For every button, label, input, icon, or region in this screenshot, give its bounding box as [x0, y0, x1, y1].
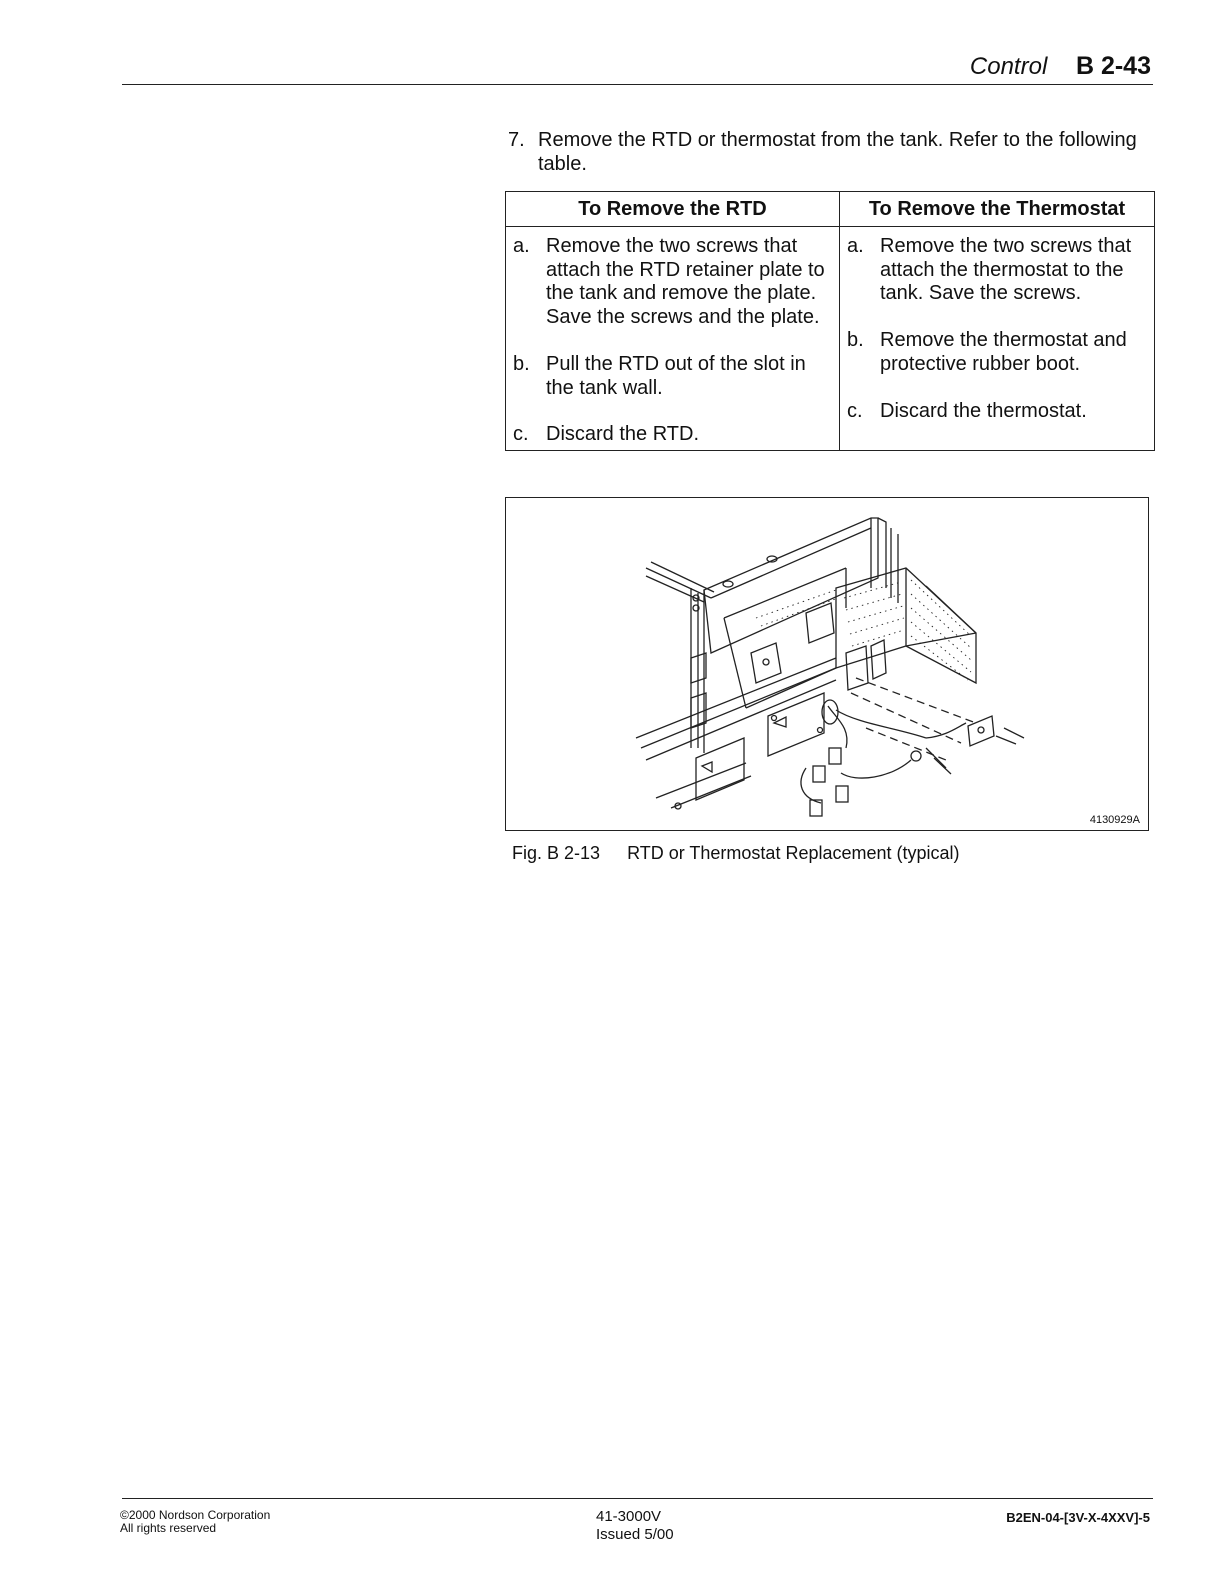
page-number: B 2-43: [1075, 52, 1151, 80]
step-letter: a.: [847, 235, 864, 257]
step-body: [880, 400, 1087, 424]
column-header-thermostat: To Remove the Thermostat: [868, 198, 1126, 220]
text-line: Remove the two screws that: [546, 235, 798, 257]
section-name: Control: [969, 53, 1048, 80]
footer-doc-code: B2EN-04-[3V-X-4XXV]-5: [1006, 1510, 1150, 1525]
text-line: attach the thermostat to the: [880, 258, 1124, 281]
step-body: [546, 423, 699, 447]
front-panel: [696, 693, 824, 800]
page-header: [970, 52, 1151, 81]
footer-doc-info: [596, 1508, 674, 1544]
step-letter: c.: [513, 423, 529, 445]
step-body: [880, 329, 1127, 376]
step-letter: b.: [847, 329, 864, 351]
column-header-rtd: To Remove the RTD: [578, 198, 767, 220]
header-rule: [122, 84, 1153, 85]
step-body: [546, 353, 806, 400]
text-line: Remove the two screws that: [880, 235, 1132, 257]
screws: [851, 678, 1024, 774]
step-number: 7.: [508, 129, 525, 151]
step-body: [880, 235, 1131, 306]
procedure-table: [505, 191, 1155, 451]
copyright-line: ©2000 Nordson Corporation: [120, 1508, 271, 1522]
step-body: [546, 235, 825, 329]
text-line: attach the RTD retainer plate to: [546, 258, 825, 281]
text-line: Discard the RTD.: [546, 423, 700, 445]
insulation-block: [756, 568, 976, 683]
text-line: Save the screws and the plate.: [546, 305, 820, 328]
rtd-retainer: [751, 603, 886, 690]
figure-number: Fig. B 2-13: [512, 843, 601, 863]
text-line: protective rubber boot.: [880, 352, 1081, 375]
table-header-divider: [506, 226, 1154, 227]
tank-frame: [636, 518, 898, 809]
figure-title: RTD or Thermostat Replacement (typical): [627, 843, 960, 863]
text-line: tank. Save the screws.: [880, 282, 1082, 304]
issued-date: Issued 5/00: [596, 1526, 674, 1543]
figure-caption: [512, 843, 960, 864]
text-line: Pull the RTD out of the slot in: [546, 353, 806, 375]
text-line: the tank wall.: [546, 376, 663, 399]
step-text: Remove the RTD or thermostat from the tank. Refer to the following table.: [538, 129, 1137, 175]
figure-box: [505, 497, 1149, 831]
table-column-divider: [839, 192, 840, 450]
footer-copyright: [120, 1509, 270, 1535]
footer-rule: [122, 1498, 1153, 1499]
text-line: Discard the thermostat.: [880, 400, 1087, 422]
figure-id: 4130929A: [1089, 814, 1140, 826]
step-letter: a.: [513, 235, 530, 257]
step-letter: b.: [513, 353, 530, 375]
step-letter: c.: [847, 400, 863, 422]
rights-line: All rights reserved: [120, 1521, 217, 1535]
rtd-thermostat-illustration: [506, 498, 1150, 832]
text-line: Remove the thermostat and: [880, 329, 1127, 351]
doc-number: 41-3000V: [596, 1508, 662, 1525]
text-line: the tank and remove the plate.: [546, 282, 817, 304]
